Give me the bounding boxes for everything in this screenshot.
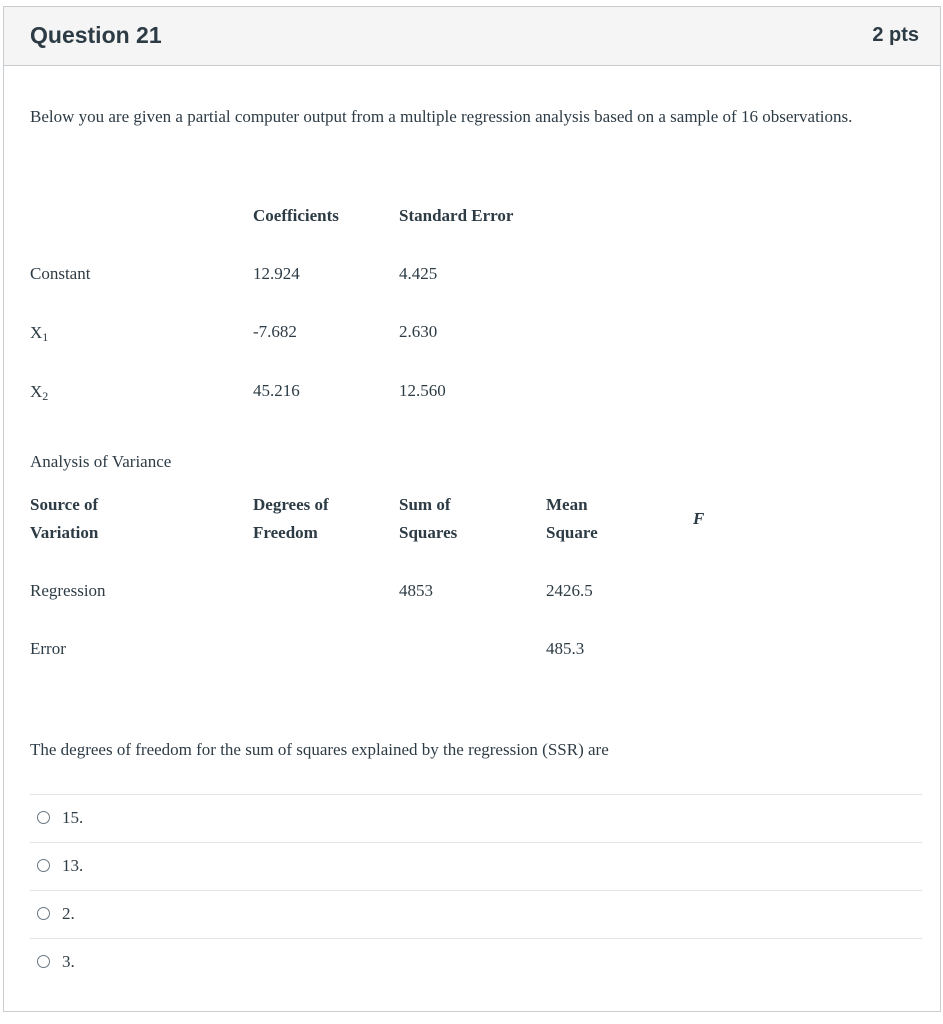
coef-value: -7.682 — [253, 322, 297, 341]
variable-name: X — [30, 323, 43, 342]
answer-option[interactable] — [30, 794, 922, 842]
radio-button[interactable] — [37, 811, 50, 824]
answer-label[interactable]: 3. — [62, 952, 75, 971]
answer-option[interactable] — [30, 938, 922, 986]
coef-row-label — [30, 378, 48, 407]
variable-subscript: 2 — [42, 389, 49, 403]
anova-row-source: Regression — [30, 581, 106, 600]
anova-header-f: F — [693, 509, 705, 528]
anova-header-source: Source of — [30, 495, 99, 514]
question-prompt: The degrees of freedom for the sum of squares explained by the regression (SSR) are — [30, 740, 609, 759]
answer-option[interactable] — [30, 842, 922, 890]
radio-button[interactable] — [37, 955, 50, 968]
se-value: 2.630 — [399, 322, 438, 341]
anova-header-ss: Squares — [399, 523, 458, 542]
question-points: 2 pts — [872, 24, 919, 46]
anova-row-ms: 2426.5 — [546, 581, 593, 600]
anova-header-ss: Sum of — [399, 495, 451, 514]
anova-title: Analysis of Variance — [30, 452, 172, 471]
answer-label[interactable]: 13. — [62, 856, 84, 875]
se-value: 4.425 — [399, 264, 438, 283]
coef-header-coefficients: Coefficients — [253, 206, 339, 225]
coef-header-standard-error: Standard Error — [399, 206, 514, 225]
answer-label[interactable]: 2. — [62, 904, 75, 923]
radio-button[interactable] — [37, 859, 50, 872]
coef-value: 12.924 — [253, 264, 300, 283]
anova-header-df: Freedom — [253, 523, 318, 542]
anova-header-ms: Square — [546, 523, 598, 542]
anova-header-df: Degrees of — [253, 495, 329, 514]
question-intro: Below you are given a partial computer output from a multiple regression analysis based on a sample of 16 observations. — [30, 107, 853, 126]
answer-label[interactable]: 15. — [62, 808, 84, 827]
anova-header-ms: Mean — [546, 495, 588, 514]
se-value: 12.560 — [399, 381, 446, 400]
anova-row-ss: 4853 — [399, 581, 433, 600]
question-title: Question 21 — [30, 22, 162, 48]
answer-option[interactable] — [30, 890, 922, 938]
variable-subscript: 1 — [42, 330, 49, 344]
coef-row-label — [30, 319, 48, 348]
anova-header-source: Variation — [30, 523, 99, 542]
variable-name: X — [30, 382, 43, 401]
coef-row-label: Constant — [30, 264, 91, 283]
question-card — [3, 6, 941, 1012]
anova-row-source: Error — [30, 639, 66, 658]
question-header — [4, 7, 940, 66]
radio-button[interactable] — [37, 907, 50, 920]
coef-value: 45.216 — [253, 381, 300, 400]
answer-list — [30, 794, 922, 986]
anova-row-ms: 485.3 — [546, 639, 585, 658]
